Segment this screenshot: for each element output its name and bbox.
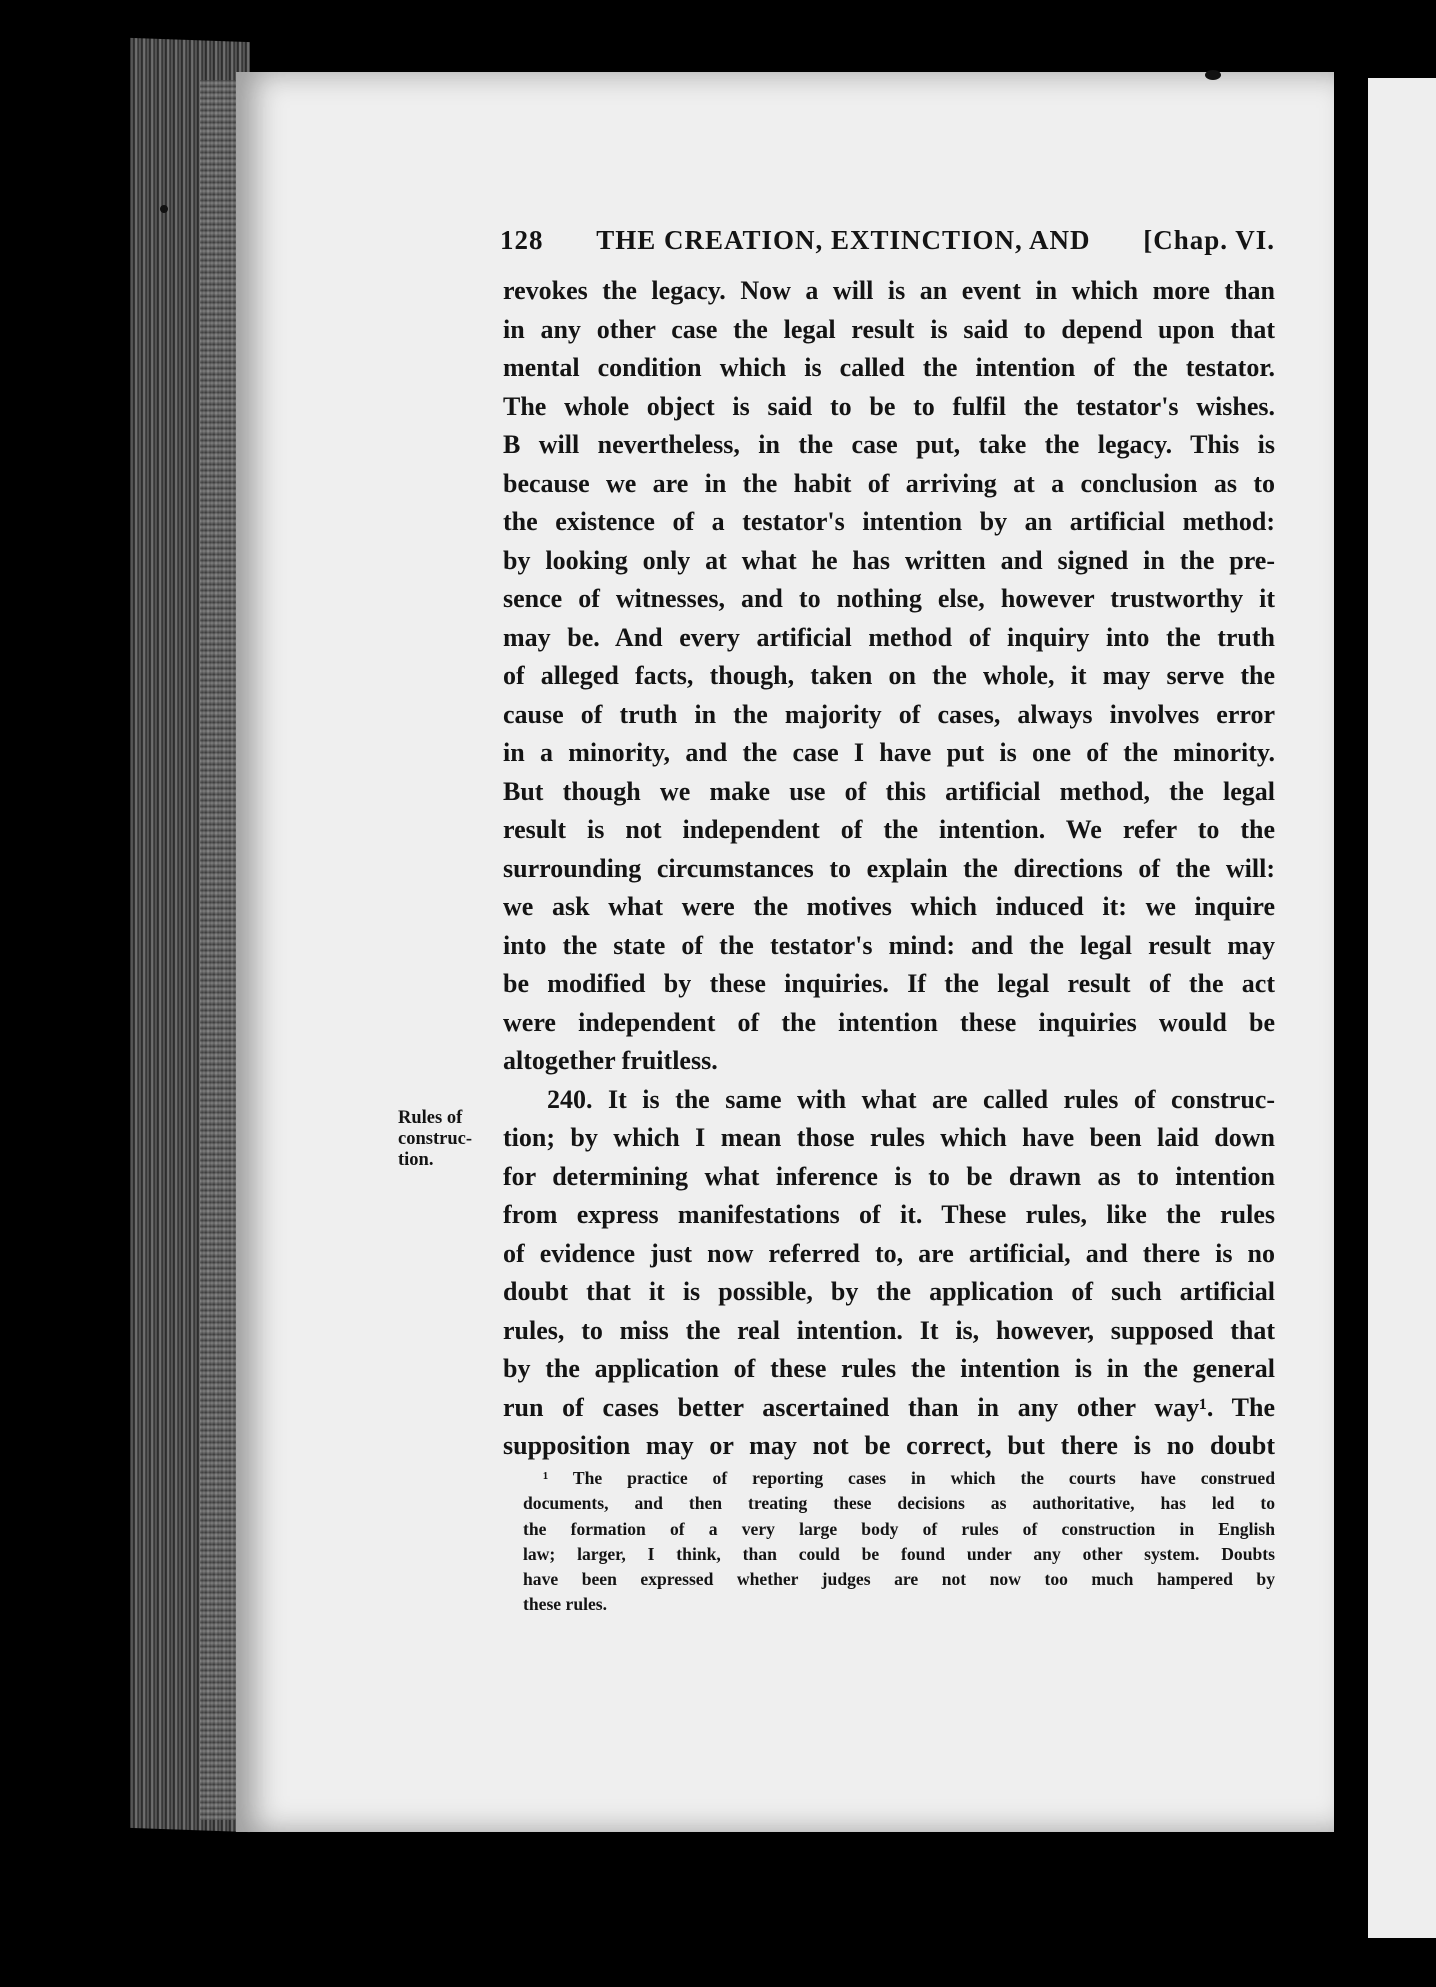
section-line: doubt that it is possible, by the application of such artificial [503, 1277, 1275, 1306]
body-line: of alleged facts, though, taken on the whole, it may serve the [503, 661, 1275, 690]
footnote [523, 1466, 1275, 1618]
margin-note [398, 1108, 498, 1171]
section-first-line-text: It is the same with what are called rules of construc- [607, 1084, 1276, 1114]
footnote-line: have been expressed whether judges are not now too much hampered by [523, 1569, 1275, 1590]
body-line: may be. And every artificial method of inquiry into the truth [503, 622, 1275, 652]
book-gutter [1334, 60, 1368, 1960]
scan-speck [160, 205, 168, 213]
body-line: sence of witnesses, and to nothing else, however trustworthy it [503, 584, 1275, 613]
section-line: run of cases better ascertained than in any other way¹. The [503, 1392, 1275, 1422]
body-line: altogether fruitless. [503, 1046, 718, 1075]
body-line: into the state of the testator's mind: and the legal result may [503, 930, 1275, 960]
margin-note-line: Rules of [398, 1108, 463, 1128]
body-line: by looking only at what he has written and signed in the pre- [503, 545, 1275, 575]
body-line: cause of truth in the majority of cases, always involves error [503, 699, 1275, 729]
footnote-line: law; larger, I think, than could be found under any other system. Doubts [523, 1543, 1275, 1564]
body-line: The whole object is said to be to fulfil the testator's wishes. [503, 391, 1275, 421]
facing-page [1368, 78, 1436, 1938]
section-240-first-line [503, 1081, 1275, 1120]
body-line: were independent of the intention these inquiries would be [503, 1007, 1275, 1037]
scan-speck [1205, 70, 1221, 80]
section-line: rules, to miss the real intention. It is, however, supposed that [503, 1315, 1275, 1345]
body-line: result is not independent of the intention. We refer to the [503, 815, 1275, 844]
margin-note-line: tion. [398, 1150, 434, 1170]
section-line: supposition may or may not be correct, but there is no doubt [503, 1431, 1275, 1460]
chapter-label: [Chap. VI. [1143, 225, 1275, 255]
section-line: tion; by which I mean those rules which have been laid down [503, 1123, 1275, 1152]
section-line: by the application of these rules the intention is in the general [503, 1354, 1275, 1383]
footnote-line: documents, and then treating these decisions as authoritative, has led to [523, 1493, 1275, 1514]
footnote-line: the formation of a very large body of rules of construction in English [523, 1518, 1275, 1539]
body-line: revokes the legacy. Now a will is an event in which more than [503, 276, 1275, 305]
section-line: of evidence just now referred to, are artificial, and there is no [503, 1238, 1275, 1268]
body-line: in a minority, and the case I have put is one of the minority. [503, 738, 1275, 767]
body-line: be modified by these inquiries. If the legal result of the act [503, 969, 1275, 998]
section-line: from express manifestations of it. These rules, like the rules [503, 1200, 1275, 1229]
running-head [500, 225, 1275, 269]
body-line: because we are in the habit of arriving at a conclusion as to [503, 468, 1275, 498]
running-title: THE CREATION, EXTINCTION, AND [596, 225, 1091, 255]
footnote-line: these rules. [523, 1594, 608, 1615]
section-number: 240. [547, 1084, 593, 1114]
body-line: we ask what were the motives which induced it: we inquire [503, 892, 1275, 921]
section-line: for determining what inference is to be drawn as to intention [503, 1161, 1275, 1191]
body-text [503, 272, 1275, 1466]
body-line: B will nevertheless, in the case put, take the legacy. This is [503, 430, 1275, 459]
page-number: 128 [500, 225, 544, 255]
body-line: But though we make use of this artificial method, the legal [503, 776, 1275, 806]
body-line: the existence of a testator's intention by an artificial method: [503, 507, 1275, 536]
body-line: surrounding circumstances to explain the directions of the will: [503, 853, 1275, 883]
body-line: in any other case the legal result is said to depend upon that [503, 314, 1275, 344]
body-line: mental condition which is called the intention of the testator. [503, 353, 1275, 382]
footnote-line: ¹ The practice of reporting cases in which the courts have construed [543, 1468, 1275, 1488]
margin-note-line: construc- [398, 1129, 472, 1149]
